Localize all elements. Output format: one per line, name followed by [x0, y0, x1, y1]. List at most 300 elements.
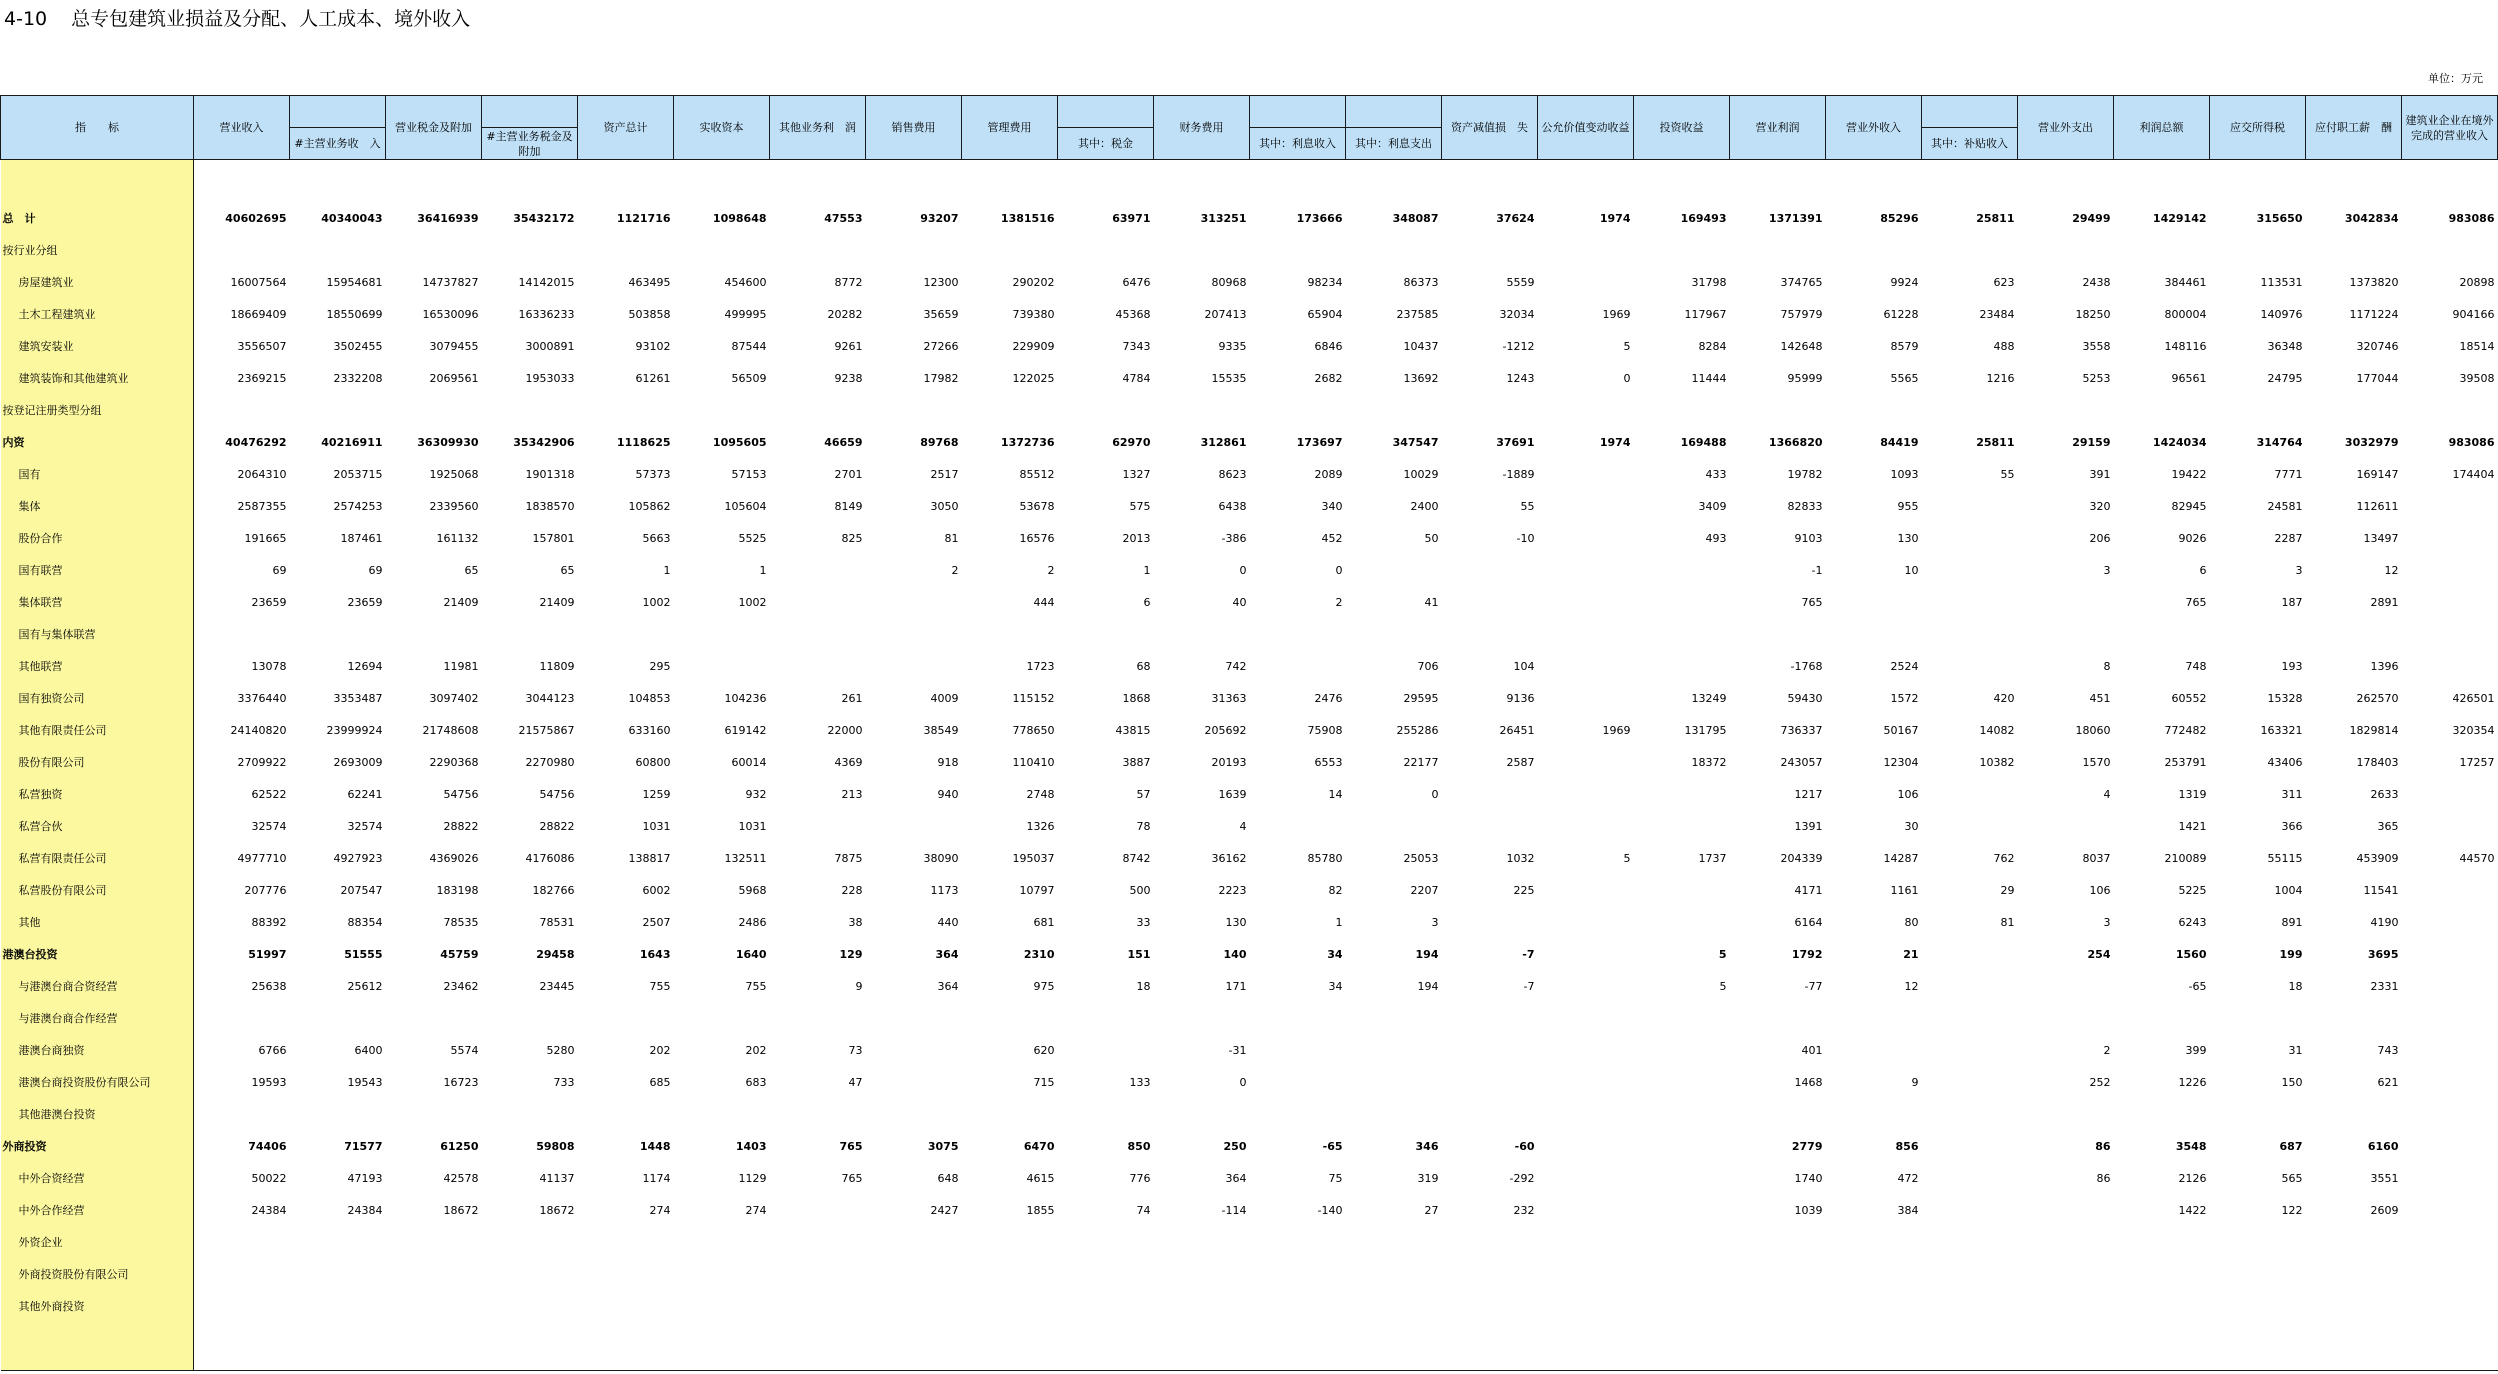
table-cell: 2064310 — [237, 467, 287, 481]
table-cell: 274 — [649, 1203, 671, 1217]
table-cell: 47 — [848, 1075, 863, 1089]
table-cell: 8149 — [834, 499, 863, 513]
table-cell: 254 — [2087, 947, 2111, 961]
table-cell — [1538, 1258, 1634, 1290]
table-cell: 69 — [368, 563, 383, 577]
table-cell — [1730, 618, 1826, 650]
table-cell — [1922, 394, 2018, 426]
table-cell — [1538, 1098, 1634, 1130]
row-label: 私营合伙 — [1, 810, 194, 842]
table-cell — [290, 618, 386, 650]
table-cell — [1442, 1226, 1538, 1258]
table-cell: 772482 — [2164, 723, 2207, 737]
table-cell: 169488 — [1680, 435, 1727, 449]
row-label: 港澳台商投资股份有限公司 — [1, 1066, 194, 1098]
table-cell: 177044 — [2356, 371, 2399, 385]
row-label: 外资企业 — [1, 1226, 194, 1258]
table-cell: 274 — [745, 1203, 767, 1217]
table-cell: 3075 — [927, 1139, 959, 1153]
table-cell: 2609 — [2370, 1203, 2399, 1217]
table-cell: 1925068 — [429, 467, 479, 481]
table-cell: 3 — [1431, 915, 1439, 929]
table-row — [1, 426, 2498, 458]
table-cell — [1634, 874, 1730, 906]
table-cell — [674, 1002, 770, 1034]
table-row — [1, 1226, 2498, 1258]
table-cell — [1634, 1130, 1730, 1162]
table-cell: 148116 — [2164, 339, 2207, 353]
table-cell — [1058, 1258, 1154, 1290]
table-cell: 59430 — [1787, 691, 1823, 705]
table-cell: 23484 — [1979, 307, 2015, 321]
table-cell: 3 — [2103, 563, 2111, 577]
header-indicator: 指 标 — [1, 96, 194, 160]
table-cell — [1058, 1226, 1154, 1258]
table-cell: 229909 — [1012, 339, 1055, 353]
table-cell: 742 — [1225, 659, 1247, 673]
table-cell: 755 — [745, 979, 767, 993]
header-non-op-expense: 营业外支出 — [2018, 96, 2114, 160]
table-cell: 86 — [2095, 1139, 2111, 1153]
table-cell: 195037 — [1012, 851, 1055, 865]
header-other-profit: 其他业务利 润 — [770, 96, 866, 160]
table-cell: -1 — [1811, 563, 1823, 577]
table-cell: 1723 — [1026, 659, 1055, 673]
header-payroll: 应付职工薪 酬 — [2306, 96, 2402, 160]
table-cell: 16007564 — [230, 275, 287, 289]
table-cell — [1154, 234, 1250, 266]
table-cell — [194, 618, 290, 650]
table-cell: 776 — [1129, 1171, 1151, 1185]
table-cell — [1634, 586, 1730, 618]
table-cell: 213 — [841, 787, 863, 801]
table-row — [1, 874, 2498, 906]
table-cell — [1922, 1226, 2018, 1258]
table-cell — [1058, 394, 1154, 426]
table-cell: 4784 — [1122, 371, 1151, 385]
table-cell: 205692 — [1204, 723, 1247, 737]
table-row — [1, 330, 2498, 362]
table-cell: 255286 — [1396, 723, 1439, 737]
table-cell: 2709922 — [237, 755, 287, 769]
table-cell — [1442, 618, 1538, 650]
table-cell: 187 — [2281, 595, 2303, 609]
table-cell: 15328 — [2267, 691, 2303, 705]
table-cell — [1634, 234, 1730, 266]
table-cell: 25811 — [1976, 211, 2015, 225]
table-cell — [1730, 1002, 1826, 1034]
table-cell: 169493 — [1680, 211, 1727, 225]
table-row — [1, 458, 2498, 490]
table-cell: 1829814 — [2349, 723, 2399, 737]
table-cell: 3097402 — [429, 691, 479, 705]
table-cell — [1442, 1290, 1538, 1322]
table-cell: 426501 — [2452, 691, 2495, 705]
table-cell: 104853 — [628, 691, 671, 705]
table-cell: 23659 — [347, 595, 383, 609]
table-cell — [1442, 586, 1538, 618]
table-cell — [866, 810, 962, 842]
table-cell: 60800 — [635, 755, 671, 769]
table-cell: 10797 — [1019, 883, 1055, 897]
header-subsidy-top — [1922, 96, 2018, 128]
table-cell: -60 — [1514, 1139, 1535, 1153]
spacer-row — [1, 160, 2498, 203]
table-cell: 9026 — [2178, 531, 2207, 545]
table-cell — [578, 1002, 674, 1034]
table-cell — [674, 1290, 770, 1322]
table-cell: 88354 — [347, 915, 383, 929]
table-cell: 117967 — [1684, 307, 1727, 321]
table-cell — [674, 1258, 770, 1290]
table-cell: 2290368 — [429, 755, 479, 769]
table-cell: 12694 — [347, 659, 383, 673]
table-cell — [1922, 1066, 2018, 1098]
table-cell — [1922, 490, 2018, 522]
table-cell — [770, 1194, 866, 1226]
table-cell: 755 — [649, 979, 671, 993]
header-total-profit: 利润总额 — [2114, 96, 2210, 160]
table-cell — [2402, 1226, 2498, 1258]
table-cell: 110410 — [1012, 755, 1055, 769]
table-cell: 8742 — [1122, 851, 1151, 865]
table-cell: 21409 — [539, 595, 575, 609]
table-cell: 30 — [1904, 819, 1919, 833]
row-label: 集体 — [1, 490, 194, 522]
table-cell: 2013 — [1122, 531, 1151, 545]
table-cell — [1538, 1034, 1634, 1066]
table-cell: 20193 — [1211, 755, 1247, 769]
table-cell: 1327 — [1122, 467, 1151, 481]
header-interest-expense: 其中：利息支出 — [1346, 128, 1442, 160]
table-cell — [578, 618, 674, 650]
table-cell: 685 — [649, 1075, 671, 1089]
table-cell: 5 — [1623, 339, 1631, 353]
table-cell: 74406 — [248, 1139, 287, 1153]
table-cell: 4009 — [930, 691, 959, 705]
table-cell: 444 — [1033, 595, 1055, 609]
table-cell — [2210, 394, 2306, 426]
table-cell: 24140820 — [230, 723, 287, 737]
table-cell — [194, 1226, 290, 1258]
table-cell: 452 — [1321, 531, 1343, 545]
table-cell — [2114, 1290, 2210, 1322]
table-cell — [2018, 234, 2114, 266]
table-cell — [194, 1002, 290, 1034]
table-cell: 748 — [2185, 659, 2207, 673]
table-cell: 80 — [1904, 915, 1919, 929]
table-cell — [1826, 586, 1922, 618]
table-cell: 1002 — [642, 595, 671, 609]
table-cell: 743 — [2377, 1043, 2399, 1057]
row-label: 其他 — [1, 906, 194, 938]
table-cell — [2402, 778, 2498, 810]
table-cell: 493 — [1705, 531, 1727, 545]
table-cell: 1118625 — [616, 435, 671, 449]
table-cell: 687 — [2279, 1139, 2303, 1153]
table-cell: 6553 — [1314, 755, 1343, 769]
table-cell: 7771 — [2274, 467, 2303, 481]
table-cell: 932 — [745, 787, 767, 801]
table-cell: 29458 — [536, 947, 575, 961]
table-cell: 10029 — [1403, 467, 1439, 481]
table-cell — [1826, 394, 1922, 426]
table-cell: 365 — [2377, 819, 2399, 833]
table-cell: 983086 — [2448, 211, 2495, 225]
table-cell: 55 — [2000, 467, 2015, 481]
table-cell — [2402, 1290, 2498, 1322]
table-row — [1, 1194, 2498, 1226]
table-cell: 27266 — [923, 339, 959, 353]
table-cell — [1538, 970, 1634, 1002]
table-cell — [770, 650, 866, 682]
table-cell — [770, 618, 866, 650]
table-cell — [290, 394, 386, 426]
table-cell: 57373 — [635, 467, 671, 481]
table-cell: 32034 — [1499, 307, 1535, 321]
table-cell — [1922, 1130, 2018, 1162]
table-cell: 3376440 — [237, 691, 287, 705]
table-cell: 62970 — [1112, 435, 1151, 449]
table-cell: 21575867 — [518, 723, 575, 737]
table-cell: 4927923 — [333, 851, 383, 865]
table-cell — [866, 234, 962, 266]
table-row — [1, 522, 2498, 554]
table-cell: 40 — [1232, 595, 1247, 609]
table-cell: 1969 — [1602, 307, 1631, 321]
header-total-assets: 资产总计 — [578, 96, 674, 160]
table-cell: 3 — [2103, 915, 2111, 929]
table-cell: 6002 — [642, 883, 671, 897]
table-cell: 17982 — [923, 371, 959, 385]
table-cell: -65 — [2188, 979, 2207, 993]
table-cell: 1129 — [738, 1171, 767, 1185]
table-cell: 2427 — [930, 1203, 959, 1217]
table-cell: 619142 — [724, 723, 767, 737]
table-cell: 364 — [935, 947, 959, 961]
table-cell: 2693009 — [333, 755, 383, 769]
table-row — [1, 554, 2498, 586]
table-cell: 80968 — [1211, 275, 1247, 289]
table-cell: 11981 — [443, 659, 479, 673]
table-cell — [1634, 778, 1730, 810]
table-cell — [770, 394, 866, 426]
table-cell: 623 — [1993, 275, 2015, 289]
table-cell — [290, 234, 386, 266]
table-cell: 401 — [1801, 1043, 1823, 1057]
table-row — [1, 298, 2498, 330]
table-cell: 454600 — [724, 275, 767, 289]
row-label: 与港澳台商合资经营 — [1, 970, 194, 1002]
table-cell — [1346, 1066, 1442, 1098]
table-cell — [1826, 1226, 1922, 1258]
table-cell — [290, 1226, 386, 1258]
table-title — [4, 4, 470, 31]
table-cell: 54756 — [443, 787, 479, 801]
table-cell: 133 — [1129, 1075, 1151, 1089]
table-cell — [1922, 1034, 2018, 1066]
table-cell: 2089 — [1314, 467, 1343, 481]
table-cell — [1826, 618, 1922, 650]
table-cell: 633160 — [628, 723, 671, 737]
table-cell: 5968 — [738, 883, 767, 897]
table-cell — [1634, 554, 1730, 586]
header-tax: 其中：税金 — [1058, 128, 1154, 160]
table-cell — [1634, 1034, 1730, 1066]
table-cell — [482, 618, 578, 650]
table-cell: 2400 — [1410, 499, 1439, 513]
table-cell: 1740 — [1794, 1171, 1823, 1185]
table-cell: 87544 — [731, 339, 767, 353]
table-cell — [2018, 394, 2114, 426]
table-cell: 9103 — [1794, 531, 1823, 545]
table-cell — [2114, 1002, 2210, 1034]
table-cell: 18250 — [2075, 307, 2111, 321]
table-cell: 7343 — [1122, 339, 1151, 353]
table-cell: 2 — [1047, 563, 1055, 577]
table-cell: 105862 — [628, 499, 671, 513]
table-cell — [1442, 1066, 1538, 1098]
header-operating-profit: 营业利润 — [1730, 96, 1826, 160]
table-cell — [770, 1002, 866, 1034]
table-cell — [1250, 1002, 1346, 1034]
table-cell: 43815 — [1115, 723, 1151, 737]
table-cell — [866, 1034, 962, 1066]
table-cell — [1538, 682, 1634, 714]
table-cell: 4190 — [2370, 915, 2399, 929]
table-cell: 2332208 — [333, 371, 383, 385]
table-cell: 1737 — [1698, 851, 1727, 865]
table-cell: 5565 — [1890, 371, 1919, 385]
table-cell: 9 — [855, 979, 863, 993]
table-cell: 169147 — [2356, 467, 2399, 481]
table-row — [1, 1034, 2498, 1066]
table-cell: 1371391 — [1768, 211, 1823, 225]
table-cell: 178403 — [2356, 755, 2399, 769]
table-cell: 27 — [1424, 1203, 1439, 1217]
table-cell: 348087 — [1392, 211, 1439, 225]
row-label: 港澳台投资 — [1, 938, 194, 970]
table-cell: 2331 — [2370, 979, 2399, 993]
table-cell: 2779 — [1791, 1139, 1823, 1153]
table-cell: 11444 — [1691, 371, 1727, 385]
table-cell: 2339560 — [429, 499, 479, 513]
table-cell: 762 — [1993, 851, 2015, 865]
table-cell: 29595 — [1403, 691, 1439, 705]
table-cell — [1442, 906, 1538, 938]
table-cell — [1538, 874, 1634, 906]
table-cell: 122025 — [1012, 371, 1055, 385]
table-cell: 1953033 — [525, 371, 575, 385]
table-cell — [866, 618, 962, 650]
table-cell: 765 — [2185, 595, 2207, 609]
table-cell — [1730, 394, 1826, 426]
table-cell: 228 — [841, 883, 863, 897]
table-cell: 13249 — [1691, 691, 1727, 705]
table-row — [1, 362, 2498, 394]
table-cell: 6160 — [2367, 1139, 2399, 1153]
table-cell: 856 — [1895, 1139, 1919, 1153]
header-admin-expenses: 管理费用 — [962, 96, 1058, 160]
table-cell — [2402, 650, 2498, 682]
header-revenue: 营业收入 — [194, 96, 290, 160]
table-row — [1, 1066, 2498, 1098]
table-cell: 1 — [1143, 563, 1151, 577]
table-cell: 112611 — [2356, 499, 2399, 513]
table-cell — [290, 1258, 386, 1290]
table-cell: 6470 — [1023, 1139, 1055, 1153]
row-label: 港澳台商独资 — [1, 1034, 194, 1066]
header-interest-income-top — [1250, 96, 1346, 128]
statistics-table — [0, 95, 2498, 1371]
table-cell: 130 — [1225, 915, 1247, 929]
table-cell: 61261 — [635, 371, 671, 385]
table-cell — [1346, 618, 1442, 650]
table-cell: 50 — [1424, 531, 1439, 545]
table-cell: 5 — [1718, 947, 1727, 961]
table-cell: 16530096 — [422, 307, 479, 321]
table-cell — [1154, 1226, 1250, 1258]
table-cell: 68 — [1136, 659, 1151, 673]
table-row — [1, 1290, 2498, 1322]
table-cell: 60552 — [2171, 691, 2207, 705]
row-label: 中外合资经营 — [1, 1162, 194, 1194]
table-cell: 4 — [1239, 819, 1247, 833]
table-cell: 36416939 — [417, 211, 479, 225]
table-cell: 210089 — [2164, 851, 2207, 865]
table-cell: 85512 — [1019, 467, 1055, 481]
table-cell: 25612 — [347, 979, 383, 993]
table-row — [1, 266, 2498, 298]
table-cell: 12 — [2384, 563, 2399, 577]
table-cell: 1366820 — [1768, 435, 1823, 449]
table-cell — [1538, 266, 1634, 298]
table-cell: 65 — [464, 563, 479, 577]
table-cell: 0 — [1239, 1075, 1247, 1089]
table-cell: 2 — [1335, 595, 1343, 609]
table-cell — [578, 234, 674, 266]
table-cell — [194, 234, 290, 266]
table-cell: 130 — [1897, 531, 1919, 545]
table-cell: 12304 — [1883, 755, 1919, 769]
table-cell — [1538, 1066, 1634, 1098]
table-cell: 40476292 — [225, 435, 287, 449]
table-cell — [1442, 234, 1538, 266]
table-cell: 115152 — [1012, 691, 1055, 705]
table-cell: -7 — [1523, 979, 1535, 993]
table-cell — [482, 1258, 578, 1290]
table-cell: 93102 — [635, 339, 671, 353]
table-cell — [386, 394, 482, 426]
table-cell: 3695 — [2367, 947, 2399, 961]
table-cell: 778650 — [1012, 723, 1055, 737]
table-cell: 157801 — [532, 531, 575, 545]
table-cell: 32574 — [251, 819, 287, 833]
table-cell — [1442, 778, 1538, 810]
table-cell: 105604 — [724, 499, 767, 513]
table-cell — [770, 1098, 866, 1130]
table-cell: 104236 — [724, 691, 767, 705]
table-cell: 16336233 — [518, 307, 575, 321]
table-cell — [2402, 1162, 2498, 1194]
table-cell: -1889 — [1502, 467, 1535, 481]
row-label: 与港澳台商合作经营 — [1, 1002, 194, 1034]
table-cell — [1922, 1290, 2018, 1322]
row-label: 其他联营 — [1, 650, 194, 682]
table-cell: 3887 — [1122, 755, 1151, 769]
table-cell: 1002 — [738, 595, 767, 609]
table-cell — [1250, 1066, 1346, 1098]
